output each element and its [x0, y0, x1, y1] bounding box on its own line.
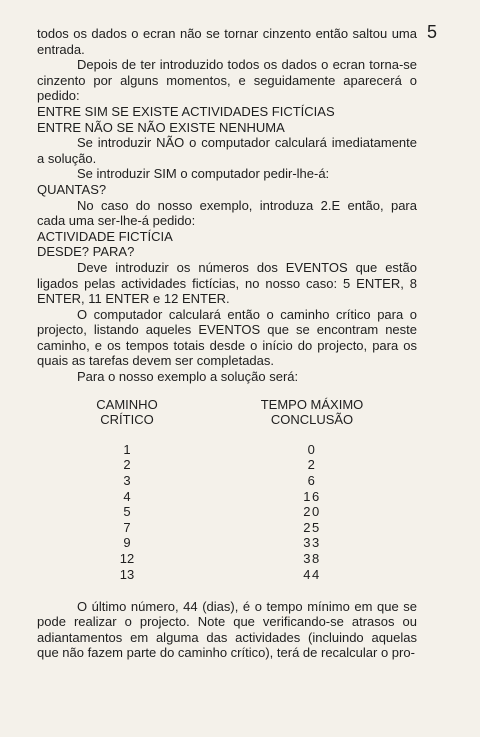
event-number: 9: [123, 535, 131, 551]
completion-time: 16: [303, 488, 321, 504]
event-number: 13: [119, 566, 135, 582]
text-line: DESDE? PARA?: [37, 244, 135, 260]
completion-time: 20: [303, 504, 321, 520]
critical-path-column: [87, 397, 167, 583]
paragraph: Se introduzir SIM o computador pedir-lhe-á:: [77, 166, 330, 182]
intro-paragraphs: [37, 26, 417, 385]
column-header: CAMINHO: [96, 396, 158, 412]
column-header: CONCLUSÃO: [270, 412, 354, 428]
paragraph: Deve introduzir os números dos EVENTOS que estão ligados pelas actividades fictícias, no nosso caso: 5 ENTER, 8 ENTER, 11 ENTER e 12 ENTER.: [37, 259, 417, 307]
completion-time: 2: [307, 457, 317, 473]
closing-paragraph: O último número, 44 (dias), é o tempo mínimo em que se pode realizar o projecto. Note que verificando-se atrasos ou adiantamentos em alguma das actividades (incluindo aquelas que não fazem parte do caminho crítico), terá de recalcular o pro-: [37, 598, 417, 661]
column-header: CRÍTICO: [100, 412, 154, 428]
paragraph: No caso do nosso exemplo, introduza 2.E então, para cada uma ser-lhe-á pedido:: [37, 197, 417, 229]
text-line: ACTIVIDADE FICTÍCIA: [37, 228, 173, 244]
paragraph: Se introduzir NÃO o computador calculará imediatamente a solução.: [37, 135, 417, 166]
completion-time: 44: [303, 566, 321, 582]
critical-path-table: [37, 397, 417, 587]
completion-time: 6: [307, 473, 317, 489]
completion-time: 38: [303, 551, 321, 566]
text-line: ENTRE SIM SE EXISTE ACTIVIDADES FICTÍCIAS: [37, 103, 335, 119]
event-number: 12: [119, 551, 135, 566]
document-body: [37, 26, 417, 661]
page-number: 5: [427, 22, 438, 42]
completion-time: 33: [303, 535, 321, 551]
paragraph: Para o nosso exemplo a solução será:: [77, 369, 299, 385]
time-values: [237, 442, 387, 582]
event-number: 4: [123, 488, 131, 504]
text-line: ENTRE NÃO SE NÃO EXISTE NENHUMA: [37, 119, 285, 135]
paragraph: Depois de ter introduzido todos os dados o ecran torna-se cinzento por alguns momentos, e seguidamente aparecerá o pedido:: [37, 57, 417, 104]
paragraph: todos os dados o ecran não se tornar cinzento então saltou uma entrada.: [37, 26, 417, 57]
event-number: 5: [123, 504, 131, 520]
text-line: QUANTAS?: [37, 181, 107, 197]
event-number: 1: [123, 441, 131, 457]
completion-time: 25: [303, 519, 321, 535]
event-number: 7: [123, 519, 131, 535]
event-number: 3: [123, 473, 131, 489]
event-values: [87, 442, 167, 582]
column-header: TEMPO MÁXIMO: [260, 396, 364, 412]
completion-time-column: [237, 397, 387, 583]
event-number: 2: [123, 457, 131, 473]
completion-time: 0: [307, 441, 317, 457]
paragraph: O computador calculará então o caminho crítico para o projecto, listando aqueles EVENTOS que se encontram neste caminho, e os tempos totais desde o início do projecto, para os quais as tarefas devem ser completadas.: [37, 306, 417, 369]
